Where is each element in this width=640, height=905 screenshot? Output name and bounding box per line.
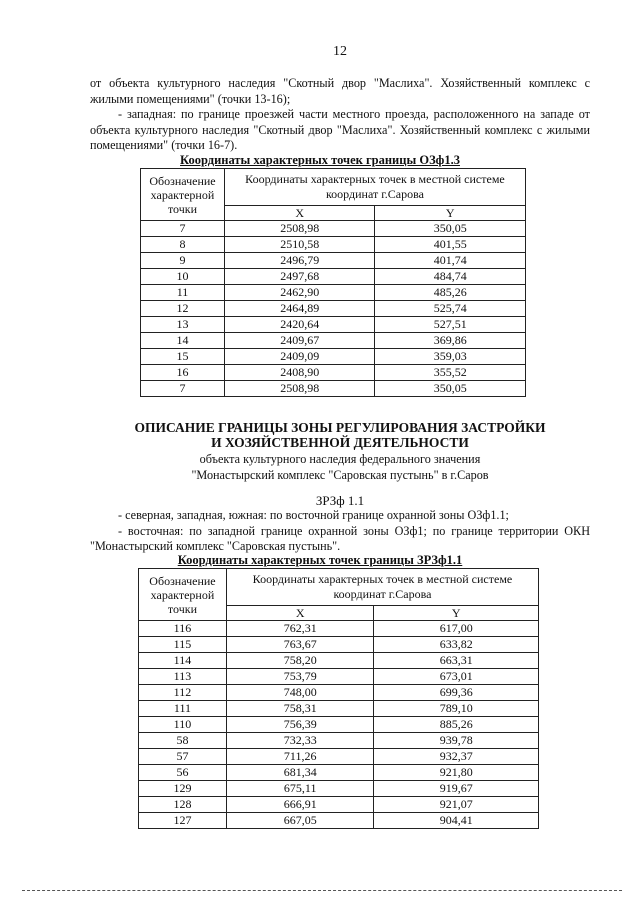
cell-x: 2420,64 — [224, 317, 375, 333]
cell-x: 2462,90 — [224, 285, 375, 301]
table2-header-x: X — [226, 606, 374, 621]
table1-header-coords: Координаты характерных точек в местной системе координат г.Сарова — [224, 169, 525, 206]
cell-point: 7 — [141, 221, 225, 237]
cell-point: 116 — [139, 621, 227, 637]
cell-x: 2409,67 — [224, 333, 375, 349]
section-title-line-1: ОПИСАНИЕ ГРАНИЦЫ ЗОНЫ РЕГУЛИРОВАНИЯ ЗАСТРОЙКИ — [134, 420, 546, 435]
table2-row — [139, 669, 539, 685]
cell-x: 753,79 — [226, 669, 374, 685]
cell-point: 57 — [139, 749, 227, 765]
cell-y: 663,31 — [374, 653, 539, 669]
cell-point: 129 — [139, 781, 227, 797]
table2-row — [139, 717, 539, 733]
table2-header-point: Обозначение характерной точки — [139, 569, 227, 621]
table1-header-point: Обозначение характерной точки — [141, 169, 225, 221]
table1-row — [141, 301, 526, 317]
cell-point: 115 — [139, 637, 227, 653]
cell-y: 355,52 — [375, 365, 526, 381]
cell-y: 885,26 — [374, 717, 539, 733]
table1-row — [141, 237, 526, 253]
cell-point: 15 — [141, 349, 225, 365]
cell-y: 904,41 — [374, 813, 539, 829]
cell-x: 732,33 — [226, 733, 374, 749]
cell-point: 14 — [141, 333, 225, 349]
table1-row — [141, 285, 526, 301]
cell-x: 2510,58 — [224, 237, 375, 253]
cell-y: 359,03 — [375, 349, 526, 365]
cell-point: 127 — [139, 813, 227, 829]
table1-row — [141, 317, 526, 333]
cell-y: 484,74 — [375, 269, 526, 285]
table1-row — [141, 365, 526, 381]
cell-x: 2508,98 — [224, 381, 375, 397]
cell-point: 9 — [141, 253, 225, 269]
table1-row — [141, 253, 526, 269]
cell-x: 763,67 — [226, 637, 374, 653]
zone-label: ЗРЗф 1.1 — [315, 493, 365, 508]
section-title-line-2: И ХОЗЯЙСТВЕННОЙ ДЕЯТЕЛЬНОСТИ — [211, 435, 469, 450]
table2-row — [139, 701, 539, 717]
cell-point: 111 — [139, 701, 227, 717]
cell-y: 633,82 — [374, 637, 539, 653]
cell-point: 13 — [141, 317, 225, 333]
cell-y: 932,37 — [374, 749, 539, 765]
intro-text — [90, 76, 590, 154]
cell-x: 681,34 — [226, 765, 374, 781]
cell-y: 939,78 — [374, 733, 539, 749]
cell-y: 789,10 — [374, 701, 539, 717]
cell-point: 7 — [141, 381, 225, 397]
cell-x: 758,31 — [226, 701, 374, 717]
cell-point: 113 — [139, 669, 227, 685]
section-subtitle-line-2: "Монастырский комплекс "Саровская пустынь" в г.Саров — [191, 468, 489, 482]
cell-x: 2497,68 — [224, 269, 375, 285]
cell-point: 112 — [139, 685, 227, 701]
cell-y: 921,07 — [374, 797, 539, 813]
cell-point: 12 — [141, 301, 225, 317]
cell-y: 525,74 — [375, 301, 526, 317]
intro-paragraph-1: от объекта культурного наследия "Скотный двор "Маслиха". Хозяйственный комплекс с жилыми помещениями" (точки 13-16); — [90, 76, 590, 106]
cell-x: 758,20 — [226, 653, 374, 669]
cell-y: 921,80 — [374, 765, 539, 781]
cell-point: 10 — [141, 269, 225, 285]
table1-row — [141, 333, 526, 349]
table1-header-x: X — [224, 206, 375, 221]
cell-x: 748,00 — [226, 685, 374, 701]
table1-row — [141, 221, 526, 237]
zone-paragraph-1: - северная, западная, южная: по восточной границе охранной зоны ОЗф1.1; — [118, 508, 509, 522]
table1-header-y: Y — [375, 206, 526, 221]
cell-x: 667,05 — [226, 813, 374, 829]
cell-point: 16 — [141, 365, 225, 381]
cell-point: 56 — [139, 765, 227, 781]
table2-row — [139, 749, 539, 765]
cell-x: 2508,98 — [224, 221, 375, 237]
section-subtitle-line-1: объекта культурного наследия федерального значения — [199, 452, 481, 466]
cell-y: 673,01 — [374, 669, 539, 685]
cell-y: 401,55 — [375, 237, 526, 253]
table1-coordinates — [140, 168, 526, 397]
table1-caption: Координаты характерных точек границы ОЗф1.3 — [180, 153, 460, 167]
cell-x: 711,26 — [226, 749, 374, 765]
cell-y: 617,00 — [374, 621, 539, 637]
cell-y: 350,05 — [375, 221, 526, 237]
cell-y: 401,74 — [375, 253, 526, 269]
table1-row — [141, 269, 526, 285]
cell-point: 114 — [139, 653, 227, 669]
cell-point: 128 — [139, 797, 227, 813]
table2-row — [139, 765, 539, 781]
table2-header-coords: Координаты характерных точек в местной системе координат г.Сарова — [226, 569, 538, 606]
cell-point: 58 — [139, 733, 227, 749]
cell-y: 350,05 — [375, 381, 526, 397]
footer-divider — [22, 890, 622, 891]
cell-x: 666,91 — [226, 797, 374, 813]
zone-text — [90, 508, 590, 555]
zone-paragraph-2: - восточная: по западной границе охранной зоны ОЗф1; по границе территории ОКН "Монастырский комплекс "Саровская пустынь". — [90, 523, 590, 554]
cell-x: 2496,79 — [224, 253, 375, 269]
table2-row — [139, 781, 539, 797]
cell-y: 485,26 — [375, 285, 526, 301]
table2-row — [139, 797, 539, 813]
cell-x: 2409,09 — [224, 349, 375, 365]
table1-row — [141, 381, 526, 397]
cell-y: 527,51 — [375, 317, 526, 333]
cell-x: 762,31 — [226, 621, 374, 637]
cell-y: 369,86 — [375, 333, 526, 349]
table2-coordinates — [138, 568, 539, 829]
table2-row — [139, 621, 539, 637]
cell-x: 2408,90 — [224, 365, 375, 381]
table2-row — [139, 637, 539, 653]
table2-caption: Координаты характерных точек границы ЗРЗф1.1 — [177, 553, 463, 567]
table2-row — [139, 813, 539, 829]
cell-point: 11 — [141, 285, 225, 301]
cell-x: 756,39 — [226, 717, 374, 733]
cell-x: 2464,89 — [224, 301, 375, 317]
table1-row — [141, 349, 526, 365]
cell-y: 919,67 — [374, 781, 539, 797]
table2-row — [139, 653, 539, 669]
page-number: 12 — [333, 44, 347, 59]
cell-point: 8 — [141, 237, 225, 253]
table2-row — [139, 685, 539, 701]
cell-y: 699,36 — [374, 685, 539, 701]
cell-x: 675,11 — [226, 781, 374, 797]
table2-header-y: Y — [374, 606, 539, 621]
intro-paragraph-2: - западная: по границе проезжей части местного проезда, расположенного на западе от объекта культурного наследия "Скотный двор "Маслиха". Хозяйственный комплекс с жилыми помещениями" (точки 16-7). — [90, 107, 590, 153]
table2-row — [139, 733, 539, 749]
cell-point: 110 — [139, 717, 227, 733]
